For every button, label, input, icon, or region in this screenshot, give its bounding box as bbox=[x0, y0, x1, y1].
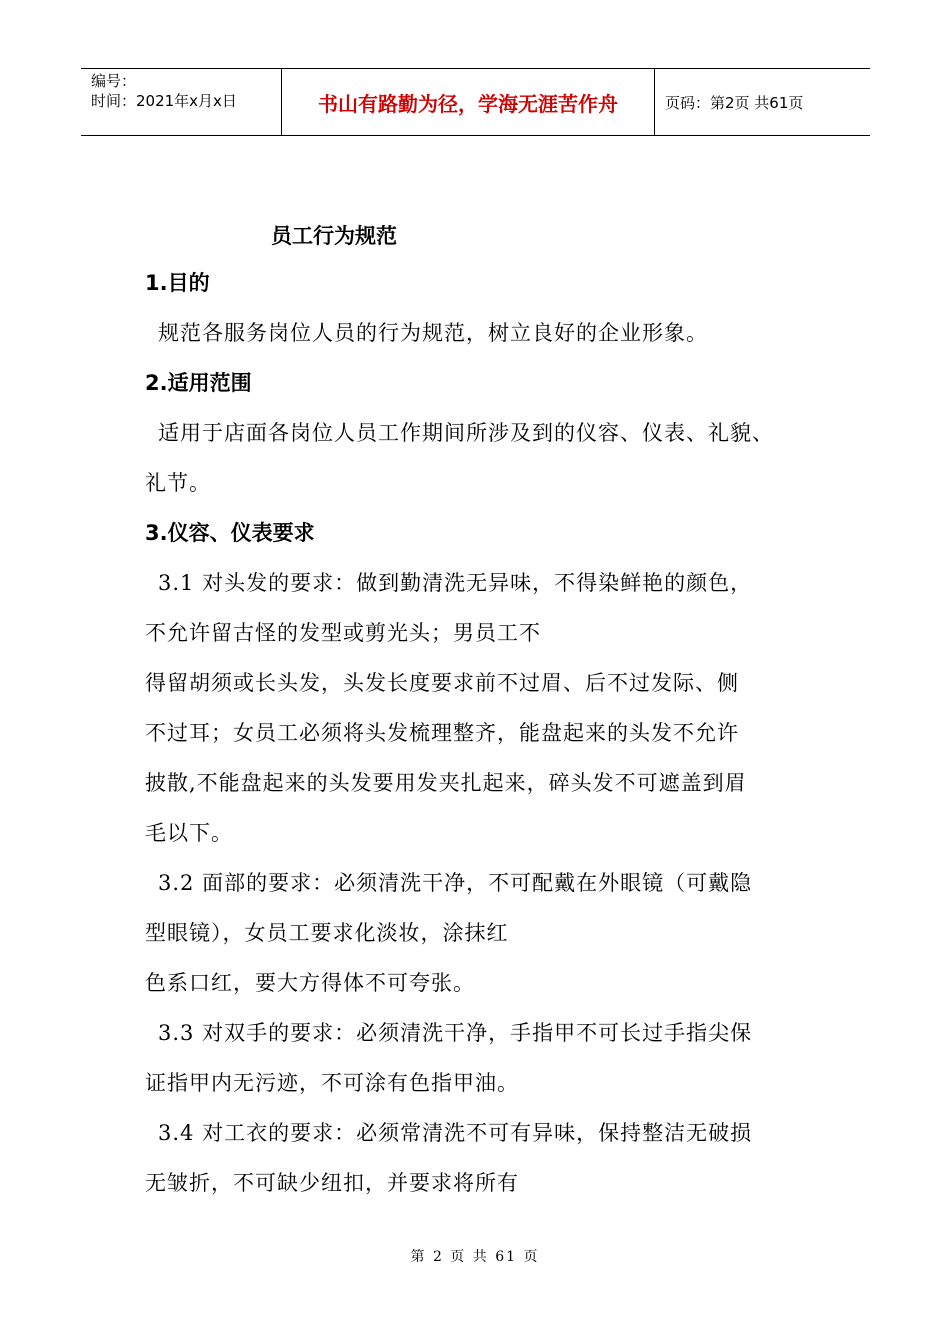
paragraph-line: 适用于店面各岗位人员工作期间所涉及到的仪容、仪表、礼貌、 bbox=[158, 421, 774, 445]
document-title: 员工行为规范 bbox=[271, 224, 397, 248]
paragraph-line: 披散,不能盘起来的头发要用发夹扎起来，碎头发不可遮盖到眉 bbox=[145, 771, 747, 795]
section-heading-purpose: 1.目的 bbox=[145, 271, 210, 295]
header-meta-cell bbox=[81, 69, 282, 135]
paragraph-line: 不过耳；女员工必须将头发梳理整齐，能盘起来的头发不允许 bbox=[145, 721, 739, 745]
document-body bbox=[145, 258, 835, 1208]
paragraph-line: 3.4 对工衣的要求：必须常清洗不可有异味，保持整洁无破损 bbox=[158, 1121, 753, 1145]
serial-label: 编号： bbox=[91, 72, 137, 90]
paragraph-line: 毛以下。 bbox=[145, 821, 233, 845]
paragraph-line: 无皱折，不可缺少纽扣，并要求将所有 bbox=[145, 1171, 519, 1195]
paragraph-line: 3.1 对头发的要求：做到勤清洗无异味，不得染鲜艳的颜色， bbox=[158, 571, 753, 595]
time-label: 时间：2021年x月x日 bbox=[91, 92, 237, 110]
paragraph-line: 型眼镜），女员工要求化淡妆，涂抹红 bbox=[145, 921, 509, 945]
paragraph-line: 礼节。 bbox=[145, 471, 211, 495]
header-page-cell bbox=[655, 69, 870, 135]
page-header bbox=[81, 68, 870, 136]
paragraph-line: 3.3 对双手的要求：必须清洗干净，手指甲不可长过手指尖保 bbox=[158, 1021, 753, 1045]
paragraph-line: 色系口红，要大方得体不可夸张。 bbox=[145, 971, 475, 995]
page-label: 页码：第2页 共61页 bbox=[665, 93, 804, 112]
paragraph-line: 得留胡须或长头发，头发长度要求前不过眉、后不过发际、侧 bbox=[145, 671, 739, 695]
paragraph-line: 3.2 面部的要求：必须清洗干净，不可配戴在外眼镜（可戴隐 bbox=[158, 871, 753, 895]
paragraph-line: 规范各服务岗位人员的行为规范，树立良好的企业形象。 bbox=[158, 321, 708, 345]
paragraph-line: 不允许留古怪的发型或剪光头；男员工不 bbox=[145, 621, 541, 645]
header-motto-cell bbox=[282, 69, 655, 135]
section-heading-appearance: 3.仪容、仪表要求 bbox=[145, 521, 315, 545]
section-heading-scope: 2.适用范围 bbox=[145, 371, 252, 395]
page-footer: 第 2 页 共 61 页 bbox=[410, 1249, 540, 1265]
motto-text: 书山有路勤为径，学海无涯苦作舟 bbox=[318, 91, 618, 116]
paragraph-line: 证指甲内无污迹，不可涂有色指甲油。 bbox=[145, 1071, 519, 1095]
